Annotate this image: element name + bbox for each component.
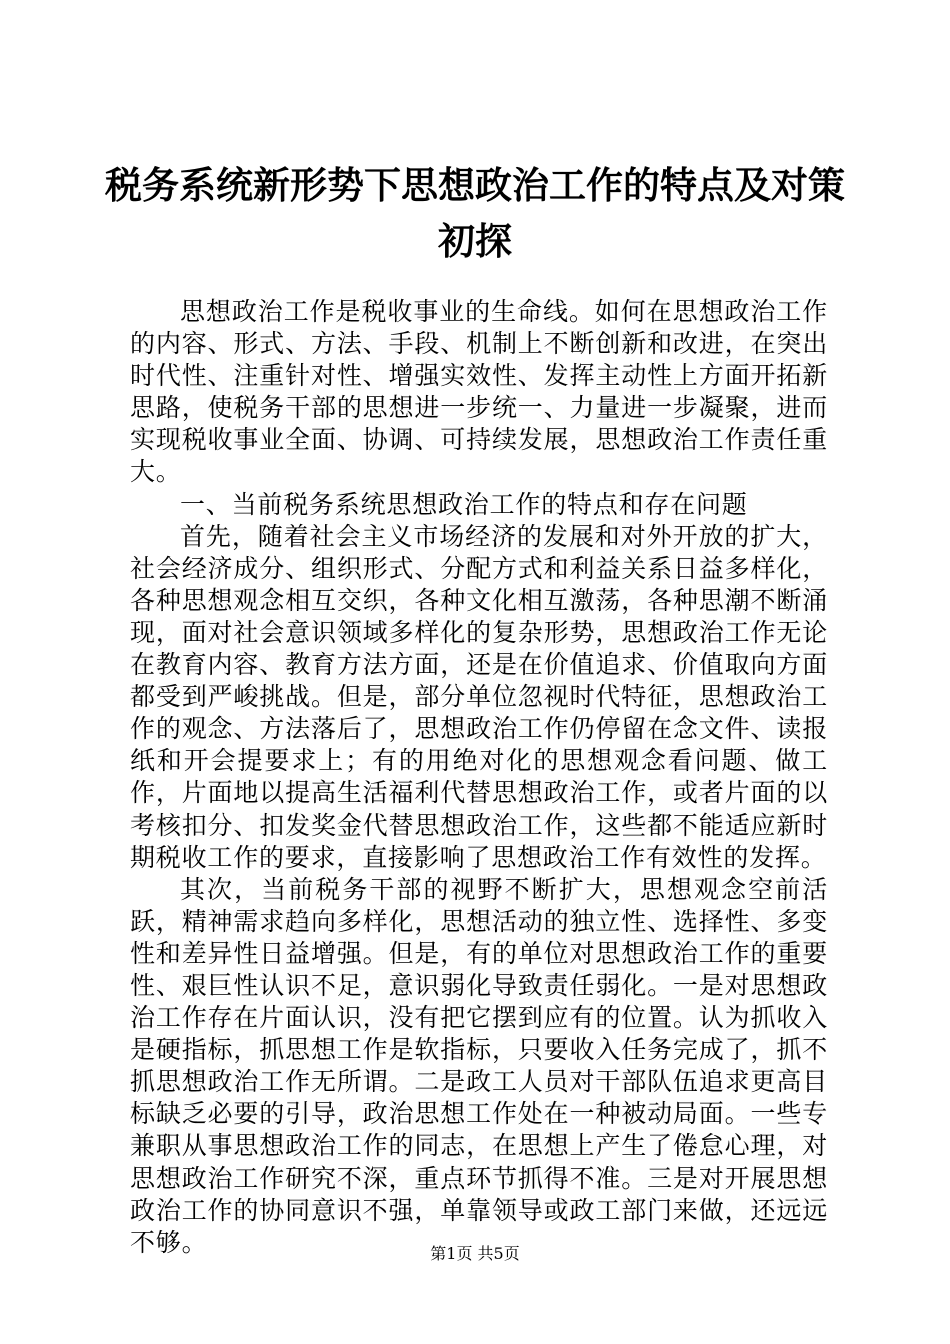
section-heading: 一、当前税务系统思想政治工作的特点和存在问题	[180, 489, 748, 519]
document-title-line-2: 初探	[438, 220, 512, 263]
body-paragraph-second: 其次，当前税务干部的视野不断扩大，思想观念空前活跃，精神需求趋向多样化，思想活动的独立性、选择性、多变性和差异性日益增强。但是，有的单位对思想政治工作的重要性、艰巨性认识不足，意识弱化导致责任弱化。一是对思想政治工作存在片面认识，没有把它摆到应有的位置。认为抓收入是硬指标，抓思想工作是软指标，只要收入任务完成了，抓不抓思想政治工作无所谓。二是政工人员对干部队伍追求更高目标缺乏必要的引导，政治思想工作处在一种被动局面。一些专兼职从事思想政治工作的同志，在思想上产生了倦怠心理，对思想政治工作研究不深，重点环节抓得不准。三是对开展思想政治工作的协同意识不强，单靠领导或政工部门来做，还远远不够。	[130, 874, 828, 1257]
document-body	[130, 296, 828, 1259]
body-paragraph-first: 首先，随着社会主义市场经济的发展和对外开放的扩大，社会经济成分、组织形式、分配方式和利益关系日益多样化，各种思想观念相互交织，各种文化相互激荡，各种思潮不断涌现，面对社会意识领域多样化的复杂形势，思想政治工作无论在教育内容、教育方法方面，还是在价值追求、价值取向方面都受到严峻挑战。但是，部分单位忽视时代特征，思想政治工作的观念、方法落后了，思想政治工作仍停留在念文件、读报纸和开会提要求上；有的用绝对化的思想观念看问题、做工作，片面地以提高生活福利代替思想政治工作，或者片面的以考核扣分、扣发奖金代替思想政治工作，这些都不能适应新时期税收工作的要求，直接影响了思想政治工作有效性的发挥。	[130, 521, 828, 872]
intro-paragraph: 思想政治工作是税收事业的生命线。如何在思想政治工作的内容、形式、方法、手段、机制上不断创新和改进，在突出时代性、注重针对性、增强实效性、发挥主动性上方面开拓新思路，使税务干部的思想进一步统一、力量进一步凝聚，进而实现税收事业全面、协调、可持续发展，思想政治工作责任重大。	[130, 297, 828, 487]
document-title-line-1: 税务系统新形势下思想政治工作的特点及对策	[105, 164, 845, 207]
page-number-footer: 第1页 共5页	[430, 1244, 520, 1263]
